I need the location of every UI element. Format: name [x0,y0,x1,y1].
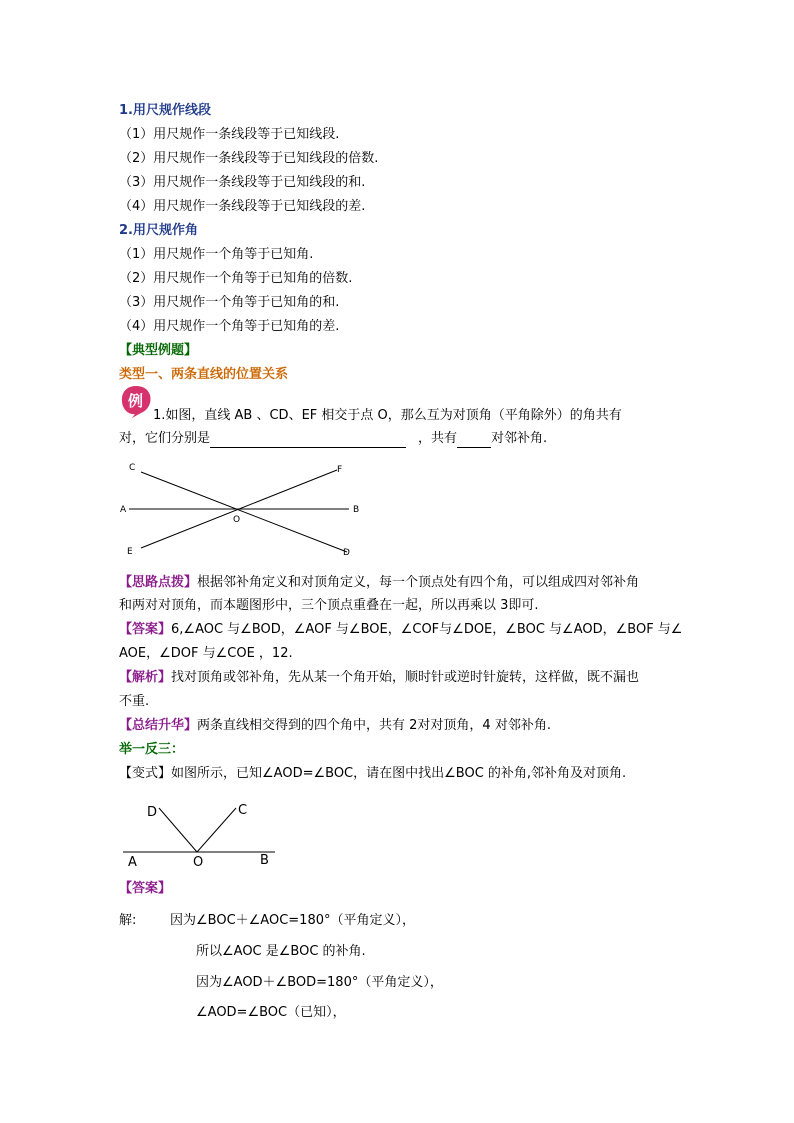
answer-blank[interactable] [210,433,406,448]
type-heading: 类型一、两条直线的位置关系 [119,367,289,382]
list-item: （4）用尺规作一条线段等于已知线段的差. [119,199,366,214]
label-b: B [260,853,269,868]
list-item: （2）用尺规作一个角等于已知角的倍数. [119,271,353,286]
analysis-tag: 【解析】 [119,670,172,685]
hint-tag: 【思路点拨】 [119,575,198,590]
label-o: O [233,515,241,525]
list-item: （1）用尺规作一条线段等于已知线段. [119,127,340,142]
hint-line [119,574,639,592]
label-f: F [337,465,343,475]
example-badge-icon [119,384,153,418]
answer-line-2: AOE，∠DOF 与∠COE ，12. [119,646,293,661]
label-c: C [129,463,136,473]
solution-line: 因为∠BOC＋∠AOC=180°（平角定义）， [170,913,415,928]
variant-line [119,765,626,783]
question-text: 对，它们分别是 [119,431,211,446]
solution-line: 所以∠AOC 是∠BOC 的补角. [196,944,366,959]
question-line: 1.如图，直线 AB 、CD、EF 相交于点 O，那么互为对顶角（平角除外）的角共有 [153,408,622,423]
answer-text: 6,∠AOC 与∠BOD，∠AOF 与∠BOE，∠COF与∠DOE，∠BOC 与∠AOD，∠BOF 与∠ [171,622,683,637]
answer-tag: 【答案】 [119,622,172,637]
variant-text: 如图所示，已知∠AOD=∠BOC，请在图中找出∠BOC 的补角,邻补角及对顶角. [171,766,627,781]
analysis-text: 找对顶角或邻补角，先从某一个角开始，顺时针或逆时针旋转，这样做，既不漏也 [171,670,640,685]
label-a: A [128,855,137,870]
summary-line [119,717,551,735]
label-a: A [120,505,127,515]
analysis-line-2: 不重. [119,694,150,709]
answer-line [119,621,682,639]
solution-line: 因为∠AOD＋∠BOD=180°（平角定义）， [196,975,443,990]
question-line-2 [119,430,547,448]
hint-line-2: 和两对对顶角，而本题图形中，三个顶点重叠在一起，所以再乘以 3即可. [119,598,539,613]
label-o: O [193,855,204,870]
variant-heading: 举一反三： [119,742,185,757]
answer-tag: 【答案】 [119,881,172,896]
label-d: D [147,805,158,820]
example-badge-text: 例 [128,392,144,410]
list-item: （2）用尺规作一条线段等于已知线段的倍数. [119,151,379,166]
hint-text: 根据邻补角定义和对顶角定义，每一个顶点处有四个角，可以组成四对邻补角 [197,575,640,590]
solution-prefix: 解: [119,913,137,928]
variant-tag: 【变式】 [119,766,172,781]
question-text: 对邻补角. [491,431,548,446]
summary-text: 两条直线相交得到的四个角中，共有 2对对顶角，4 对邻补角. [197,718,551,733]
label-b: B [353,505,360,515]
section-title: 1.用尺规作线段 [119,103,211,118]
summary-tag: 【总结升华】 [119,718,198,733]
section-title: 2.用尺规作角 [119,223,198,238]
solution-line: ∠AOD=∠BOC（已知）， [196,1005,346,1020]
list-item: （3）用尺规作一个角等于已知角的和. [119,295,340,310]
list-item: （1）用尺规作一个角等于已知角. [119,247,314,262]
label-d: D [343,548,350,558]
label-c: C [238,803,248,818]
question-text: ，共有 [418,431,458,446]
angle-figure [119,796,279,870]
examples-heading: 【典型例题】 [119,343,198,358]
answer-blank[interactable] [457,433,491,448]
analysis-line [119,669,639,687]
list-item: （4）用尺规作一个角等于已知角的差. [119,319,340,334]
label-e: E [127,547,133,557]
intersecting-lines-figure [119,460,369,565]
list-item: （3）用尺规作一条线段等于已知线段的和. [119,175,366,190]
